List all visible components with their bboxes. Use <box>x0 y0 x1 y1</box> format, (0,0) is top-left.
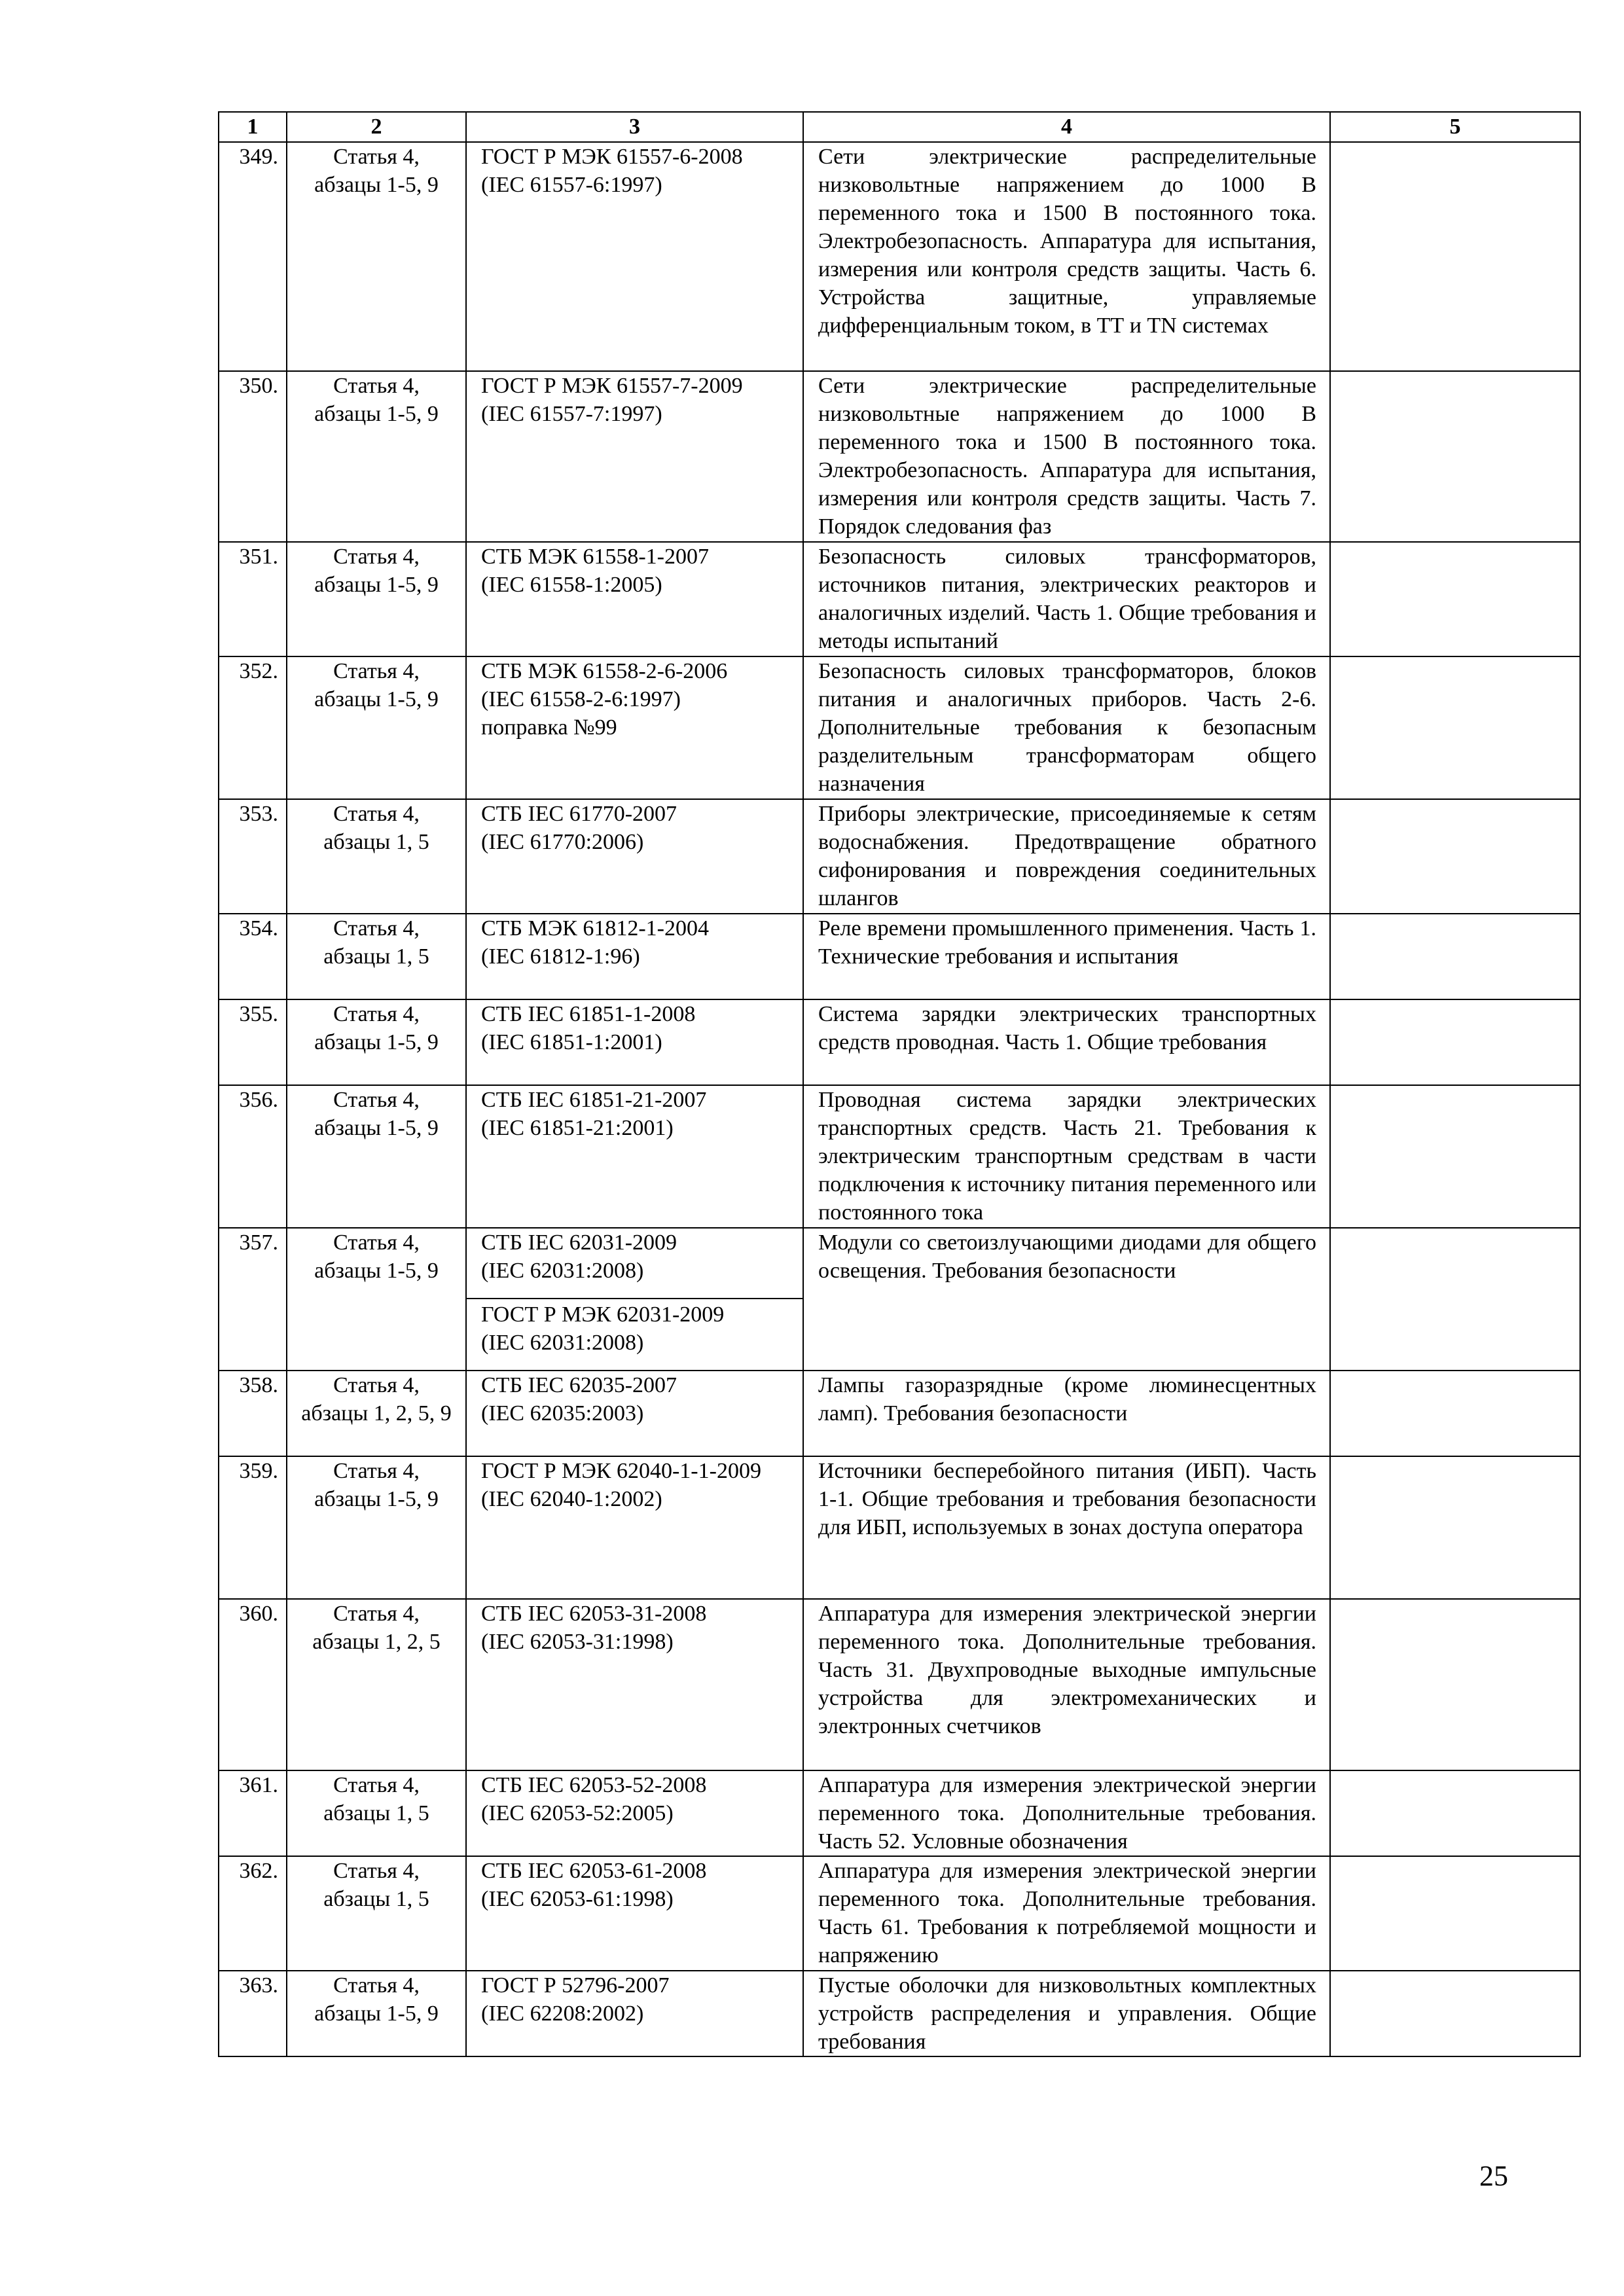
page-number: 25 <box>1479 2160 1508 2192</box>
table-row <box>219 914 1580 999</box>
col5-cell <box>1330 914 1580 999</box>
row-number: 351. <box>219 542 287 656</box>
paragraphs-text: абзацы 1-5, 9 <box>314 173 439 197</box>
paragraphs-text: абзацы 1, 2, 5, 9 <box>301 1401 452 1426</box>
standard-code: ГОСТ Р 52796-2007 <box>481 1973 670 1998</box>
table-row <box>219 142 1580 371</box>
standard-cell <box>466 1085 803 1228</box>
standard-cell <box>466 999 803 1085</box>
standard-cell <box>466 1971 803 2056</box>
standard-cell <box>466 142 803 371</box>
description-cell <box>803 142 1330 371</box>
article-text: Статья 4, <box>333 1459 420 1483</box>
description-text: Безопасность силовых трансформаторов, источников питания, электрических реакторов и аналогичных изделий. Часть 1. Общие требования и методы испытаний <box>818 545 1316 653</box>
row-number: 349. <box>219 142 287 371</box>
description-text: Модули со светоизлучающими диодами для общего освещения. Требования безопасности <box>818 1230 1316 1283</box>
col5-cell <box>1330 1456 1580 1599</box>
standard-cell <box>466 914 803 999</box>
article-text: Статья 4, <box>333 1602 420 1626</box>
standard-equivalent: (IEC 61557-6:1997) <box>481 173 662 197</box>
article-cell <box>287 1085 466 1228</box>
description-cell <box>803 799 1330 914</box>
standard-equivalent: (IEC 62035:2003) <box>481 1401 644 1426</box>
standards-table <box>218 111 1581 2057</box>
standard-equivalent: (IEC 61812-1:96) <box>481 944 640 969</box>
article-text: Статья 4, <box>333 145 420 169</box>
col5-cell <box>1330 656 1580 799</box>
article-cell <box>287 1228 466 1371</box>
table-row <box>219 1371 1580 1456</box>
header-col-3: 3 <box>466 112 803 142</box>
row-number: 360. <box>219 1599 287 1770</box>
article-cell <box>287 542 466 656</box>
article-cell <box>287 1371 466 1456</box>
row-number: 357. <box>219 1228 287 1371</box>
description-text: Аппаратура для измерения электрической энергии переменного тока. Дополнительные требования. Часть 52. Условные обозначения <box>818 1773 1316 1854</box>
description-cell <box>803 1770 1330 1856</box>
description-text: Проводная система зарядки электрических транспортных средств. Часть 21. Требования к электрическим транспортным средствам в части подключения к источнику питания переменного или постоянного тока <box>818 1088 1316 1225</box>
table-row <box>219 542 1580 656</box>
standard-equivalent: (IEC 62053-52:2005) <box>481 1801 674 1825</box>
paragraphs-text: абзацы 1-5, 9 <box>314 1259 439 1283</box>
table-row <box>219 1456 1580 1599</box>
standard-cell <box>466 1371 803 1456</box>
standard-cell <box>466 799 803 914</box>
description-text: Лампы газоразрядные (кроме люминесцентных ламп). Требования безопасности <box>818 1373 1316 1426</box>
description-text: Реле времени промышленного применения. Часть 1. Технические требования и испытания <box>818 916 1316 969</box>
standard-code: СТБ IEC 62053-61-2008 <box>481 1859 707 1883</box>
header-col-1: 1 <box>219 112 287 142</box>
standard-code: СТБ IEC 61770-2007 <box>481 802 677 826</box>
row-number: 362. <box>219 1856 287 1971</box>
standard-code: СТБ IEC 61851-1-2008 <box>481 1002 696 1026</box>
standard-cell <box>466 656 803 799</box>
description-cell <box>803 1456 1330 1599</box>
description-text: Источники бесперебойного питания (ИБП). Часть 1-1. Общие требования и требования безопасности для ИБП, используемых в зонах доступа оператора <box>818 1459 1316 1539</box>
standard-equivalent: (IEC 61851-21:2001) <box>481 1116 674 1140</box>
description-text: Безопасность силовых трансформаторов, блоков питания и аналогичных приборов. Часть 2-6. Дополнительные требования к безопасным разделительным трансформаторам общего назначения <box>818 659 1316 796</box>
row-number: 361. <box>219 1770 287 1856</box>
article-text: Статья 4, <box>333 545 420 569</box>
article-cell <box>287 656 466 799</box>
standard-code: СТБ IEC 62031-2009 <box>481 1230 677 1255</box>
description-cell <box>803 1599 1330 1770</box>
article-cell <box>287 142 466 371</box>
description-text: Система зарядки электрических транспортных средств проводная. Часть 1. Общие требования <box>818 1002 1316 1054</box>
col5-cell <box>1330 1228 1580 1371</box>
row-number: 358. <box>219 1371 287 1456</box>
standard-cell <box>466 371 803 542</box>
standard-equivalent: (IEC 62040-1:2002) <box>481 1487 662 1511</box>
row-number: 354. <box>219 914 287 999</box>
row-number: 356. <box>219 1085 287 1228</box>
col5-cell <box>1330 1371 1580 1456</box>
standard-equivalent-b: (IEC 62031:2008) <box>481 1331 644 1355</box>
standard-equivalent: (IEC 62031:2008) <box>481 1259 644 1283</box>
standard-cell <box>466 1456 803 1599</box>
table-row <box>219 999 1580 1085</box>
article-cell <box>287 1599 466 1770</box>
col5-cell <box>1330 1770 1580 1856</box>
article-text: Статья 4, <box>333 659 420 683</box>
description-cell <box>803 656 1330 799</box>
col5-cell <box>1330 1085 1580 1228</box>
article-text: Статья 4, <box>333 1373 420 1397</box>
description-text: Сети электрические распределительные низковольтные напряжением до 1000 В переменного тока и 1500 В постоянного тока. Электробезопасность. Аппаратура для испытания, измерения или контроля средств защиты. Часть 6. Устройства защитные, управляемые дифференциальным током, в ТТ и TN системах <box>818 145 1316 338</box>
standard-cell <box>466 1770 803 1856</box>
description-cell <box>803 542 1330 656</box>
standard-code: СТБ МЭК 61812-1-2004 <box>481 916 709 941</box>
article-text: Статья 4, <box>333 802 420 826</box>
row-number: 363. <box>219 1971 287 2056</box>
standard-cell <box>466 1599 803 1770</box>
standard-cell <box>466 1228 803 1371</box>
standard-code: СТБ МЭК 61558-2-6-2006 <box>481 659 728 683</box>
article-text: Статья 4, <box>333 1002 420 1026</box>
table-row <box>219 799 1580 914</box>
description-cell <box>803 1228 1330 1371</box>
col5-cell <box>1330 799 1580 914</box>
standard-cell <box>466 1856 803 1971</box>
standard-equivalent: (IEC 61558-2-6:1997) <box>481 687 681 711</box>
paragraphs-text: абзацы 1, 5 <box>323 1801 429 1825</box>
paragraphs-text: абзацы 1-5, 9 <box>314 2001 439 2026</box>
standard-code-b: ГОСТ Р МЭК 62031-2009 <box>481 1302 725 1327</box>
article-text: Статья 4, <box>333 1973 420 1998</box>
article-cell <box>287 1971 466 2056</box>
standard-note: поправка №99 <box>481 715 617 740</box>
paragraphs-text: абзацы 1-5, 9 <box>314 1487 439 1511</box>
col5-cell <box>1330 1856 1580 1971</box>
standard-part-a <box>467 1229 803 1298</box>
row-number: 350. <box>219 371 287 542</box>
table-row <box>219 1971 1580 2056</box>
header-col-2: 2 <box>287 112 466 142</box>
article-cell <box>287 799 466 914</box>
table-row <box>219 1856 1580 1971</box>
col5-cell <box>1330 999 1580 1085</box>
col5-cell <box>1330 371 1580 542</box>
article-text: Статья 4, <box>333 374 420 398</box>
article-cell <box>287 914 466 999</box>
standard-code: ГОСТ Р МЭК 61557-7-2009 <box>481 374 743 398</box>
article-text: Статья 4, <box>333 1088 420 1112</box>
standard-cell <box>466 542 803 656</box>
paragraphs-text: абзацы 1-5, 9 <box>314 573 439 597</box>
article-cell <box>287 371 466 542</box>
standard-equivalent: (IEC 61557-7:1997) <box>481 402 662 426</box>
col5-cell <box>1330 142 1580 371</box>
col5-cell <box>1330 1971 1580 2056</box>
table-row <box>219 1770 1580 1856</box>
row-number: 359. <box>219 1456 287 1599</box>
description-text: Аппаратура для измерения электрической энергии переменного тока. Дополнительные требования. Часть 31. Двухпроводные выходные импульсные устройства для электромеханических и электронных счетчиков <box>818 1602 1316 1738</box>
description-text: Сети электрические распределительные низковольтные напряжением до 1000 В переменного тока и 1500 В постоянного тока. Электробезопасность. Аппаратура для испытания, измерения или контроля средств защиты. Часть 7. Порядок следования фаз <box>818 374 1316 539</box>
article-cell <box>287 1856 466 1971</box>
header-row <box>219 112 1580 142</box>
header-col-5: 5 <box>1330 112 1580 142</box>
article-cell <box>287 1456 466 1599</box>
standard-code: ГОСТ Р МЭК 61557-6-2008 <box>481 145 743 169</box>
standard-code: СТБ IEC 61851-21-2007 <box>481 1088 707 1112</box>
paragraphs-text: абзацы 1, 5 <box>323 1887 429 1911</box>
description-cell <box>803 1085 1330 1228</box>
standard-equivalent: (IEC 62053-31:1998) <box>481 1630 674 1654</box>
paragraphs-text: абзацы 1-5, 9 <box>314 1116 439 1140</box>
col5-cell <box>1330 542 1580 656</box>
table-row <box>219 656 1580 799</box>
header-col-4: 4 <box>803 112 1330 142</box>
description-text: Приборы электрические, присоединяемые к сетям водоснабжения. Предотвращение обратного сифонирования и повреждения соединительных шлангов <box>818 802 1316 910</box>
paragraphs-text: абзацы 1, 2, 5 <box>312 1630 441 1654</box>
standard-equivalent: (IEC 61851-1:2001) <box>481 1030 662 1054</box>
col5-cell <box>1330 1599 1580 1770</box>
row-number: 353. <box>219 799 287 914</box>
standard-code: СТБ МЭК 61558-1-2007 <box>481 545 709 569</box>
description-text: Аппаратура для измерения электрической энергии переменного тока. Дополнительные требования. Часть 61. Требования к потребляемой мощности и напряжению <box>818 1859 1316 1967</box>
standard-equivalent: (IEC 61770:2006) <box>481 830 644 854</box>
description-cell <box>803 371 1330 542</box>
paragraphs-text: абзацы 1, 5 <box>323 944 429 969</box>
article-cell <box>287 1770 466 1856</box>
article-text: Статья 4, <box>333 1773 420 1797</box>
paragraphs-text: абзацы 1-5, 9 <box>314 687 439 711</box>
article-text: Статья 4, <box>333 916 420 941</box>
standard-code: СТБ IEC 62053-31-2008 <box>481 1602 707 1626</box>
standard-code: СТБ IEC 62053-52-2008 <box>481 1773 707 1797</box>
table-row <box>219 1085 1580 1228</box>
table-row <box>219 1599 1580 1770</box>
standard-code: СТБ IEC 62035-2007 <box>481 1373 677 1397</box>
description-cell <box>803 914 1330 999</box>
description-text: Пустые оболочки для низковольтных комплектных устройств распределения и управления. Общие требования <box>818 1973 1316 2054</box>
article-text: Статья 4, <box>333 1859 420 1883</box>
paragraphs-text: абзацы 1-5, 9 <box>314 402 439 426</box>
standard-code: ГОСТ Р МЭК 62040-1-1-2009 <box>481 1459 761 1483</box>
row-number: 355. <box>219 999 287 1085</box>
article-text: Статья 4, <box>333 1230 420 1255</box>
article-cell <box>287 999 466 1085</box>
table-row <box>219 1228 1580 1371</box>
standard-equivalent: (IEC 62208:2002) <box>481 2001 644 2026</box>
standard-part-b <box>467 1298 803 1357</box>
paragraphs-text: абзацы 1-5, 9 <box>314 1030 439 1054</box>
description-cell <box>803 1856 1330 1971</box>
row-number: 352. <box>219 656 287 799</box>
description-cell <box>803 1971 1330 2056</box>
paragraphs-text: абзацы 1, 5 <box>323 830 429 854</box>
standard-equivalent: (IEC 61558-1:2005) <box>481 573 662 597</box>
standard-equivalent: (IEC 62053-61:1998) <box>481 1887 674 1911</box>
description-cell <box>803 1371 1330 1456</box>
table-row <box>219 371 1580 542</box>
description-cell <box>803 999 1330 1085</box>
